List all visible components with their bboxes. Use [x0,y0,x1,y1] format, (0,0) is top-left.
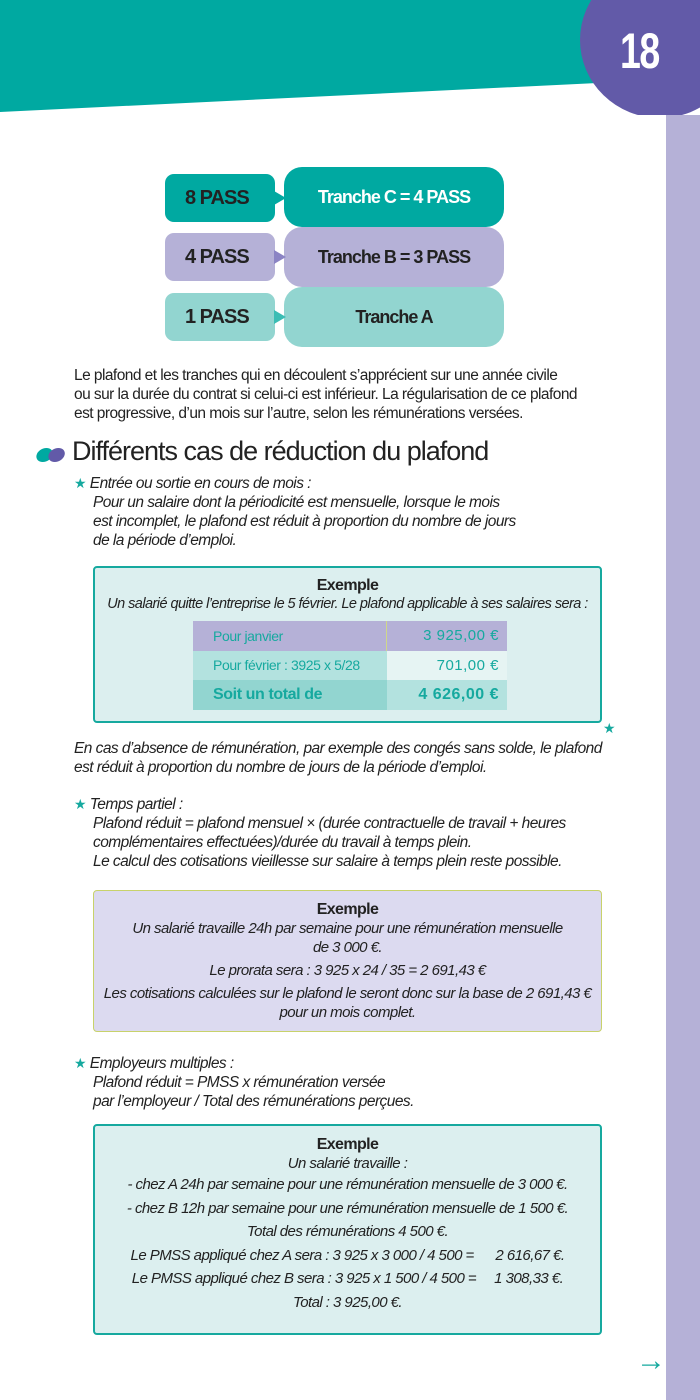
row-value: 4 626,00 € [387,680,507,710]
absence-paragraph [74,739,602,777]
case-multiple-employers [74,1054,414,1111]
text-line: Pour un salaire dont la périodicité est mensuelle, lorsque le mois [93,494,500,511]
case-part-time [74,795,566,871]
pass-4: 4 PASS [165,233,275,281]
page-number: 18 [620,23,659,79]
table-row [193,621,507,651]
text-line: Total : 3 925,00 €. [292,1293,403,1311]
example-box-2 [93,890,602,1032]
text-line: Plafond réduit = PMSS x rémunération versée [93,1074,386,1091]
case-entry-exit [74,474,516,550]
tranche-c: Tranche C = 4 PASS [284,167,504,227]
text-line: Total des rémunérations 4 500 €. [246,1223,449,1240]
pass-8: 8 PASS [165,174,275,222]
row-label: Pour février : 3925 x 5/28 [193,651,387,681]
example-title: Exemple [316,901,379,918]
tranche-b: Tranche B = 3 PASS [284,227,504,287]
text-line: pour un mois complet. [279,1004,416,1021]
text-line: de 3 000 €. [312,939,383,956]
text-line: est progressive, d’un mois sur l’autre, selon les rémunérations versées. [74,405,523,422]
star-icon: ★ [74,475,87,491]
text-line: Le plafond et les tranches qui en découlent s’apprécient sur une année civile [74,367,558,384]
text-line: En cas d’absence de rémunération, par exemple des congés sans solde, le plafond [74,740,602,757]
connector [274,250,286,264]
table-row [193,651,507,681]
connector [274,191,286,205]
text-line: est incomplet, le plafond est réduit à proportion du nombre de jours [93,513,516,530]
example-text: Un salarié quitte l’entreprise le 5 février. Le plafond applicable à ses salaires sera : [107,596,588,612]
case-title: Temps partiel : [89,796,183,813]
text-line: ou sur la durée du contrat si celui-ci est inférieur. La régularisation de ce plafond [74,386,577,403]
row-label: Pour janvier [193,621,387,651]
row-value: 3 925,00 € [387,621,507,651]
example-title: Exemple [316,1136,379,1153]
text-line: - chez B 12h par semaine pour une rémunération mensuelle de 1 500 €. [126,1199,569,1217]
star-icon: ★ [74,1055,87,1071]
text-line: Les cotisations calculées sur le plafond le seront donc sur la base de 2 691,43 € [103,985,592,1002]
row-label: Soit un total de [193,680,387,710]
section-title: Différents cas de réduction du plafond [72,436,489,466]
example-title: Exemple [316,577,379,594]
tranche-a: Tranche A [284,287,504,347]
text-line: de la période d’emploi. [93,532,237,549]
example-box-3 [93,1124,602,1335]
text-line: Plafond réduit = plafond mensuel × (durée contractuelle de travail + heures [93,815,566,832]
star-icon: ★ [74,796,87,812]
text-line: Un salarié travaille : [287,1155,408,1172]
case-title: Employeurs multiples : [89,1055,234,1072]
next-page-arrow-icon[interactable]: → [636,1344,666,1377]
text-line: - chez A 24h par semaine pour une rémunération mensuelle de 3 000 €. [127,1176,568,1193]
text-line: Le prorata sera : 3 925 x 24 / 35 = 2 691,43 € [209,962,486,979]
intro-paragraph [74,366,577,423]
text-line: complémentaires effectuées)/durée du travail à temps plein. [93,834,472,851]
text-line: est réduit à proportion du nombre de jours de la période d’emploi. [74,759,487,776]
text-line: Le PMSS appliqué chez B sera : 3 925 x 1 500 / 4 500 = 1 308,33 €. [131,1270,564,1287]
example-table [193,621,507,710]
text-line: Un salarié travaille 24h par semaine pour une rémunération mensuelle [132,920,563,937]
text-line: par l’employeur / Total des rémunérations perçues. [93,1093,414,1110]
text-line: Le calcul des cotisations vieillesse sur salaire à temps plein reste possible. [93,853,562,870]
text-line: Le PMSS appliqué chez A sera : 3 925 x 3 000 / 4 500 = 2 616,67 €. [130,1246,565,1264]
star-icon: ★ [603,720,616,736]
header-banner [0,0,700,115]
table-row [193,680,507,710]
connector [274,310,286,324]
side-tab [666,115,700,1400]
pass-1: 1 PASS [165,293,275,341]
leaf-bullet-icon [36,446,66,464]
case-title: Entrée ou sortie en cours de mois : [89,475,311,492]
row-value: 701,00 € [387,651,507,681]
